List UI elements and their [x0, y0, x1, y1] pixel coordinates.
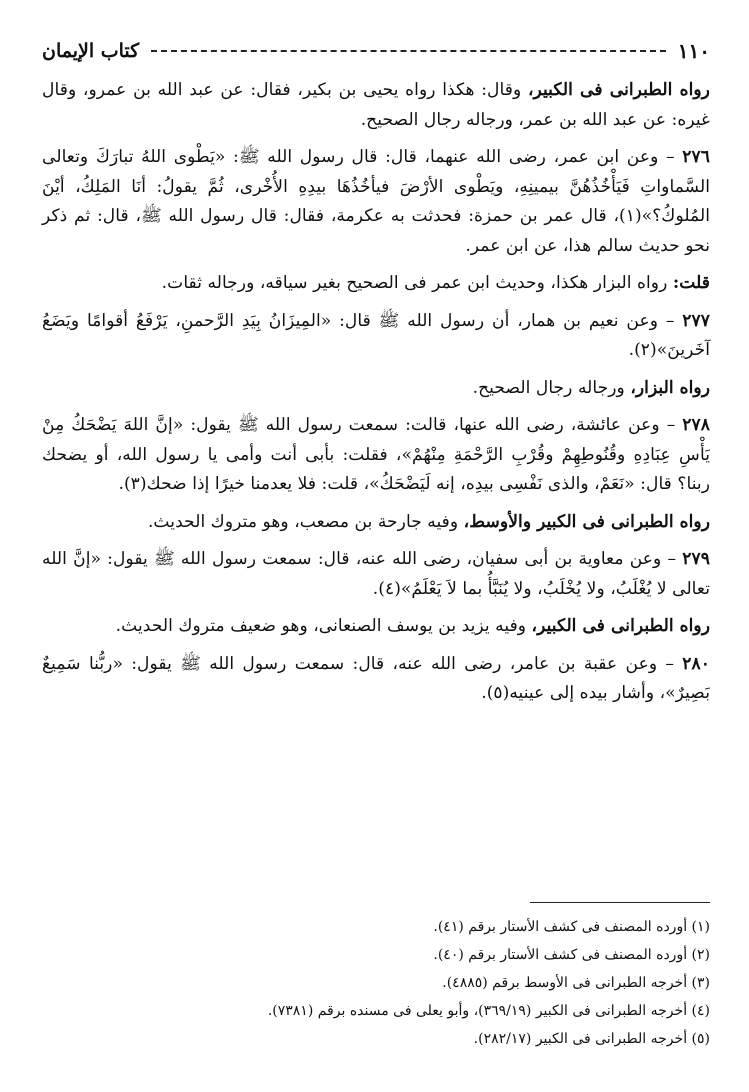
hadith-text: – وعن عقبة بن عامر، رضى الله عنه، قال: سمعت رسول الله ﷺ يقول: «ربُّنا سَمِيعٌ بَصِيرٌ»، وأشار بيده إلى عينيه(٥). — [42, 653, 710, 703]
hadith-277 — [42, 307, 710, 366]
hadith-276 — [42, 143, 710, 261]
source-label: رواه الطبرانى فى الكبير، — [531, 616, 710, 636]
hadith-text: – وعن نعيم بن همار، أن رسول الله ﷺ قال: «المِيزَانُ بِيَدِ الرَّحمنِ، يَرْفَعُ أقوامًا ويَضَعُ آخَرينَ»(٢). — [42, 310, 710, 360]
hadith-278 — [42, 411, 710, 500]
source-label: رواه الطبرانى فى الكبير، — [527, 80, 710, 100]
hadith-number: ٢٧٦ — [682, 147, 710, 167]
hadith-number: ٢٧٧ — [682, 310, 710, 331]
hadith-text: – وعن معاوية بن أبى سفيان، رضى الله عنه، قال: سمعت رسول الله ﷺ يقول: «إنَّ الله تعالى لا يُغْلَبُ، ولا يُخْلَبُ، ولا يُنَبَّأُ بما لاَ يَعْلَمُ»(٤). — [42, 549, 710, 599]
source-note — [42, 508, 710, 538]
source-text: وقال: هكذا رواه يحيى بن بكير، فقال: عن عبد الله بن عمرو، وقال غيره: عن عبد الله بن عمر، ورجاله رجال الصحيح. — [42, 80, 710, 130]
footnote: (٤) أخرجه الطبرانى فى الكبير (٣٦٩/١٩)، وأبو يعلى فى مسنده برقم (٧٣٨١). — [267, 1003, 710, 1019]
footnote: (٣) أخرجه الطبرانى فى الأوسط برقم (٤٨٨٥). — [442, 975, 710, 991]
footnote-rule — [530, 902, 710, 903]
hadith-number: ٢٧٨ — [682, 415, 710, 435]
hadith-text: – وعن عائشة، رضى الله عنها، قالت: سمعت رسول الله ﷺ يقول: «إنَّ اللهَ يَضْحَكُ مِنْ يَأْسِ عِبَادِهِ وقُنُوطِهِمْ وقُرْبِ الرَّحْمَةِ مِنْهُمْ»، فقلت: بأبى أنت وأمى يا رسول الله، أو يضحك ربنا؟ قال: «نَعَمْ، والذى نَفْسِى بيدِه، إنه لَيَضْحَكُ»، قلت: فلا يعدمنا خيرًا إذا ضحك(٣). — [42, 415, 710, 494]
source-text: ورجاله رجال الصحيح. — [472, 377, 631, 398]
hadith-280 — [42, 650, 710, 709]
source-note — [42, 612, 710, 642]
footnote: (٥) أخرجه الطبرانى فى الكبير (٢٨٢/١٧). — [473, 1031, 710, 1047]
body-text — [42, 76, 710, 709]
footnotes — [42, 902, 710, 1053]
page-header — [42, 36, 710, 66]
page — [42, 36, 710, 1047]
source-label: رواه البزار، — [630, 377, 710, 398]
source-note — [42, 76, 710, 135]
source-label: رواه الطبرانى فى الكبير والأوسط، — [463, 511, 710, 532]
footnote: (١) أورده المصنف فى كشف الأستار برقم (٤١). — [433, 919, 710, 935]
source-text: رواه البزار هكذا، وحديث ابن عمر فى الصحيح بغير سياقه، ورجاله ثقات. — [161, 273, 673, 293]
page-number: ١١٠ — [677, 39, 710, 63]
source-text: وفيه يزيد بن يوسف الصنعانى، وهو ضعيف متروك الحديث. — [115, 616, 532, 636]
source-note — [42, 269, 710, 299]
header-rule — [151, 50, 666, 52]
hadith-279 — [42, 545, 710, 604]
footnote: (٢) أورده المصنف فى كشف الأستار برقم (٤٠). — [433, 947, 710, 963]
source-text: وفيه جارحة بن مصعب، وهو متروك الحديث. — [147, 511, 464, 532]
hadith-text: – وعن ابن عمر، رضى الله عنهما، قال: قال رسول الله ﷺ: «يَطْوى اللهُ تبارَكَ وتعالى السَّماواتِ فَيَأْخُذُهُنَّ بيمينِهِ، ويَطْوى الأرْضَ فيأخُذُهَا بيدِهِ الأُخْرى، ثُمَّ يقولُ: أنَا المَلِكُ، أيْنَ المُلوكُ؟»(١)، قال عمر بن حمزة: فحدثت به عكرمة، فقال: قال رسول الله ﷺ، قال: ثم ذكر نحو حديث سالم هذا، عن ابن عمر. — [42, 147, 710, 256]
hadith-number: ٢٧٩ — [682, 549, 710, 569]
book-title: كتاب الإيمان — [42, 40, 140, 62]
hadith-number: ٢٨٠ — [682, 653, 710, 674]
source-note — [42, 374, 710, 404]
source-label: قلت: — [672, 273, 710, 293]
